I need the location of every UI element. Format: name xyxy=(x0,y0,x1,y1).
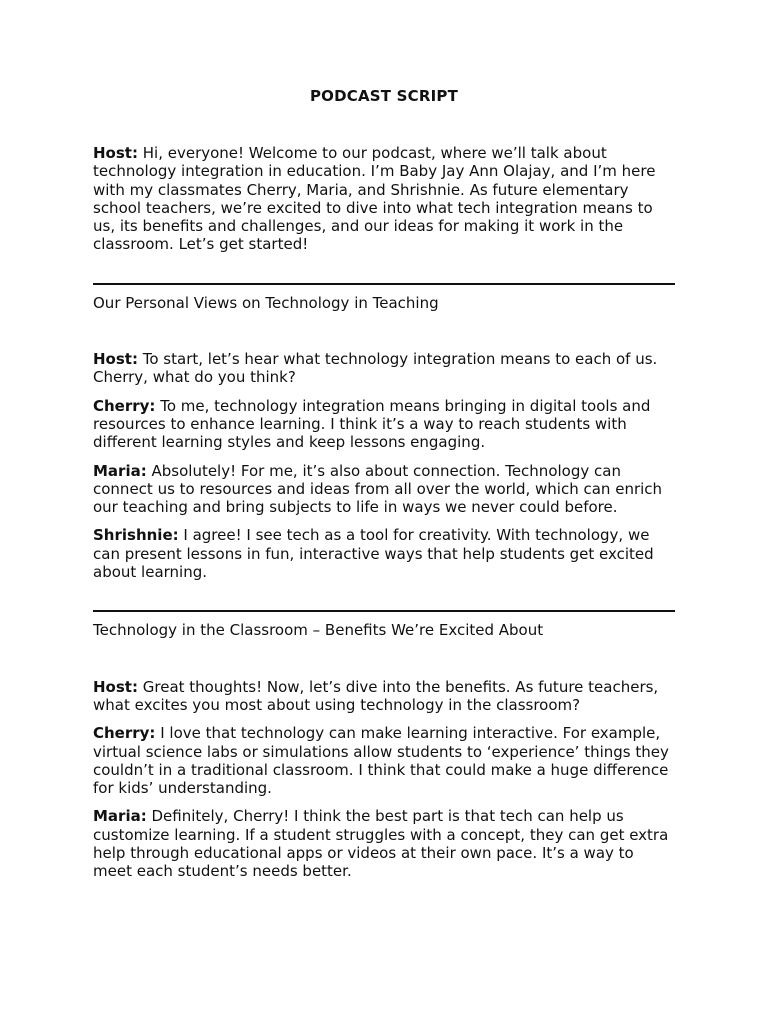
dialogue-text: Absolutely! For me, it’s also about connection. Technology can connect us to resources and ideas from all over the world, which can enrich our teaching and bring subjects to life in ways we never could before. xyxy=(93,461,663,517)
dialogue-line xyxy=(93,678,675,715)
section-heading: Our Personal Views on Technology in Teaching xyxy=(93,293,439,312)
intro-paragraph xyxy=(93,144,675,254)
section-divider xyxy=(93,283,675,285)
dialogue-text: To start, let’s hear what technology integration means to each of us. Cherry, what do you think? xyxy=(93,350,658,387)
dialogue-line xyxy=(93,350,675,387)
dialogue-line xyxy=(93,807,675,880)
dialogue-line xyxy=(93,462,675,517)
dialogue-text: I agree! I see tech as a tool for creativity. With technology, we can present lessons in fun, interactive ways that help students get excited about learning. xyxy=(93,526,654,582)
dialogue-text: Great thoughts! Now, let’s dive into the benefits. As future teachers, what excites you most about using technology in the classroom? xyxy=(93,677,659,714)
document-title: PODCAST SCRIPT xyxy=(309,87,459,105)
speaker-label: Shrishnie: xyxy=(93,526,179,545)
document-page xyxy=(93,87,675,881)
dialogue-text: Hi, everyone! Welcome to our podcast, where we’ll talk about technology integration in education. I’m Baby Jay Ann Olajay, and I’m here with my classmates Cherry, Maria, and Shrishnie. As future elementary school teachers, we’re excited to dive into what tech integration means to us, its benefits and challenges, and our ideas for making it work in the classroom. Let’s get started! xyxy=(93,144,656,254)
dialogue-block xyxy=(93,678,675,881)
dialogue-line xyxy=(93,526,675,581)
dialogue-line xyxy=(93,397,675,452)
speaker-label: Cherry: xyxy=(93,396,156,415)
dialogue-text: I love that technology can make learning interactive. For example, virtual science labs or simulations allow students to ‘experience’ things they couldn’t in a traditional classroom. I think that could make a huge difference for kids’ understanding. xyxy=(93,724,669,798)
speaker-label: Maria: xyxy=(93,807,147,826)
section-divider xyxy=(93,610,675,612)
speaker-label: Maria: xyxy=(93,461,147,480)
dialogue-line xyxy=(93,724,675,797)
section-heading: Technology in the Classroom – Benefits We’re Excited About xyxy=(93,621,544,640)
dialogue-text: To me, technology integration means bringing in digital tools and resources to enhance learning. I think it’s a way to reach students with different learning styles and keep lessons engaging. xyxy=(93,396,651,452)
dialogue-text: Definitely, Cherry! I think the best part is that tech can help us customize learning. If a student struggles with a concept, they can get extra help through educational apps or videos at their own pace. It’s a way to meet each student’s needs better. xyxy=(93,807,669,881)
speaker-label: Host: xyxy=(93,144,138,162)
speaker-label: Cherry: xyxy=(93,724,156,743)
speaker-label: Host: xyxy=(93,677,138,696)
dialogue-block xyxy=(93,350,675,581)
speaker-label: Host: xyxy=(93,350,138,369)
